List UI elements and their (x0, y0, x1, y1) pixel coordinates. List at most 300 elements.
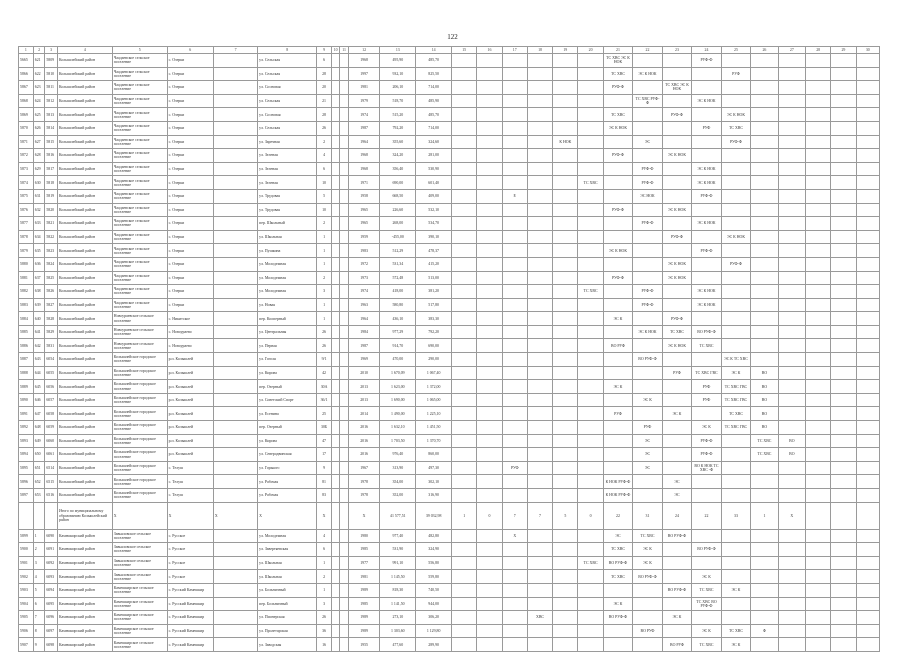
table-cell (331, 624, 339, 638)
table-cell (578, 108, 603, 122)
table-cell: 10 (317, 176, 332, 190)
table-cell (213, 339, 257, 353)
table-cell (213, 54, 257, 68)
table-cell: ВО РУФ-Ф (633, 353, 663, 367)
table-cell (603, 176, 633, 190)
table-cell (831, 203, 856, 217)
table-cell: 792,20 (380, 121, 416, 135)
table-cell (751, 298, 778, 312)
table-cell: Колышлейский район (57, 176, 112, 190)
table-cell (213, 94, 257, 108)
table-cell (856, 285, 879, 299)
table-cell: ВО РУФ (633, 624, 663, 638)
table-cell: ЭС К (692, 624, 722, 638)
table-cell (751, 230, 778, 244)
table-cell (502, 448, 527, 462)
table-cell (452, 54, 477, 68)
table-cell (662, 448, 692, 462)
table-cell (340, 448, 348, 462)
table-cell: 1964 (348, 135, 380, 149)
table-cell: Е (502, 189, 527, 203)
table-cell (856, 325, 879, 339)
table-cell: 625 (33, 108, 45, 122)
table-cell: 26 (317, 339, 332, 353)
table-cell (502, 230, 527, 244)
table-cell (692, 135, 722, 149)
table-cell: Новоураевское сельское поселение (112, 325, 167, 339)
table-cell (331, 353, 339, 367)
table-cell: с. Озерки (167, 176, 213, 190)
table-cell (856, 353, 879, 367)
table-cell (340, 597, 348, 611)
table-cell (213, 556, 257, 570)
table-cell: 626 (33, 121, 45, 135)
table-cell: РУФ (633, 421, 663, 435)
column-number: 10 (331, 47, 339, 54)
table-cell: Камешкирский район (57, 624, 112, 638)
table-cell (856, 189, 879, 203)
table-cell: р.п. Колышлей (167, 448, 213, 462)
table-cell: 1978 (348, 489, 380, 503)
table-cell: 640 (33, 312, 45, 326)
table-cell: ЭС (633, 135, 663, 149)
table-cell (502, 543, 527, 557)
table-cell: ХВС (527, 611, 552, 625)
table-cell (831, 624, 856, 638)
table-row (19, 529, 880, 543)
table-row (19, 461, 880, 475)
column-number: 19 (553, 47, 578, 54)
table-cell: 6096 (45, 611, 58, 625)
table-cell (856, 257, 879, 271)
table-cell: РУФ-Ф (692, 189, 722, 203)
table-cell (831, 475, 856, 489)
table-cell (477, 529, 502, 543)
table-cell: 5905 (19, 611, 34, 625)
table-cell: ул. Кирова (258, 434, 317, 448)
table-cell: 5825 (45, 271, 58, 285)
table-cell: Колышлейский район (57, 81, 112, 95)
table-cell: 30А (317, 380, 332, 394)
table-cell (578, 54, 603, 68)
table-cell (502, 135, 527, 149)
table-cell (662, 162, 692, 176)
table-cell: 5896 (19, 475, 34, 489)
table-cell: 26 (317, 121, 332, 135)
table-cell (527, 461, 552, 475)
table-cell: Колышлейский район (57, 434, 112, 448)
table-cell: с. Русский Камешкир (167, 624, 213, 638)
table-cell: Новоураевское сельское поселение (112, 339, 167, 353)
table-row (19, 121, 880, 135)
table-cell (502, 556, 527, 570)
table-cell (856, 203, 879, 217)
table-cell: ул. Горького (258, 461, 317, 475)
table-cell: 36/1 (317, 393, 332, 407)
table-cell: 572,48 (380, 271, 416, 285)
table-cell (340, 149, 348, 163)
table-cell (502, 407, 527, 421)
table-cell (778, 298, 805, 312)
table-cell: Колышлейское городское поселение (112, 461, 167, 475)
table-cell (831, 597, 856, 611)
table-row (19, 81, 880, 95)
table-cell (806, 230, 831, 244)
table-cell (856, 421, 879, 435)
table-cell (692, 203, 722, 217)
table-cell (578, 366, 603, 380)
table-cell: р.п. Колышлей (167, 380, 213, 394)
table-cell (527, 624, 552, 638)
table-cell (527, 393, 552, 407)
table-row (19, 244, 880, 258)
table-cell (778, 461, 805, 475)
column-number: 13 (380, 47, 416, 54)
table-cell (452, 203, 477, 217)
table-cell (553, 543, 578, 557)
table-cell: К НОК РУФ-Ф (603, 489, 633, 503)
table-cell: 714,00 (416, 81, 452, 95)
table-cell (452, 597, 477, 611)
table-cell (331, 529, 339, 543)
table-cell: Чаадаевское сельское поселение (112, 244, 167, 258)
table-cell: ВО РУФ-Ф (692, 325, 722, 339)
table-cell (751, 135, 778, 149)
table-cell (527, 353, 552, 367)
table-cell: 6515 (45, 475, 58, 489)
table-cell: с. Телуш (167, 461, 213, 475)
table-cell (331, 556, 339, 570)
table-cell (553, 448, 578, 462)
table-row (19, 230, 880, 244)
table-cell: с. Русское (167, 556, 213, 570)
table-cell (213, 407, 257, 421)
table-cell (692, 556, 722, 570)
table-cell: 20 (317, 81, 332, 95)
table-cell (553, 285, 578, 299)
table-cell: Х (112, 502, 167, 529)
table-cell (527, 475, 552, 489)
table-cell: Колышлейский район (57, 244, 112, 258)
table-cell: 1 690,00 (380, 393, 416, 407)
table-cell (340, 380, 348, 394)
table-cell: 860,00 (416, 448, 452, 462)
table-cell: Колышлейское городское поселение (112, 407, 167, 421)
table-cell: Колышлейский район (57, 489, 112, 503)
table-cell: 556,80 (416, 556, 452, 570)
table-cell: 627 (33, 135, 45, 149)
table-cell (340, 257, 348, 271)
table-cell (778, 339, 805, 353)
table-cell (751, 570, 778, 584)
table-cell (692, 312, 722, 326)
table-cell: 6056 (45, 380, 58, 394)
table-cell: ТС ХВС (603, 543, 633, 557)
table-cell: Х (213, 502, 257, 529)
table-cell (452, 421, 477, 435)
table-cell (340, 366, 348, 380)
table-cell (603, 434, 633, 448)
table-cell: Колышлейский район (57, 54, 112, 68)
table-cell (856, 230, 879, 244)
table-cell (778, 81, 805, 95)
table-cell: 5866 (19, 67, 34, 81)
table-cell: 2 (317, 271, 332, 285)
table-cell (502, 285, 527, 299)
table-cell: 1967 (348, 461, 380, 475)
column-number-row (19, 47, 880, 54)
table-cell: Колышлейский район (57, 67, 112, 81)
table-cell: 6094 (45, 583, 58, 597)
table-cell (502, 298, 527, 312)
table-cell: ЭС К НОК (721, 230, 751, 244)
table-row (19, 434, 880, 448)
table-cell (633, 312, 663, 326)
table-cell (856, 461, 879, 475)
table-cell: Камешкирский район (57, 611, 112, 625)
table-cell: 5873 (19, 162, 34, 176)
table-cell: с. Озерки (167, 81, 213, 95)
table-cell: 1 067,40 (416, 366, 452, 380)
table-cell: 470,00 (380, 353, 416, 367)
table-cell: ТС ХВС ЭС К НОК (662, 81, 692, 95)
table-cell (806, 570, 831, 584)
table-cell (213, 489, 257, 503)
table-cell: РУФ-Ф (662, 108, 692, 122)
table-cell (502, 597, 527, 611)
table-cell: Колышлейское городское поселение (112, 421, 167, 435)
table-cell (477, 489, 502, 503)
table-row (19, 54, 880, 68)
table-cell (633, 475, 663, 489)
table-cell (477, 393, 502, 407)
table-cell: 818,30 (380, 583, 416, 597)
table-cell (806, 475, 831, 489)
table-cell: 7 (33, 611, 45, 625)
table-cell: ТС ХВС (662, 325, 692, 339)
table-cell (213, 135, 257, 149)
table-cell: Колышлейский район (57, 448, 112, 462)
table-cell: 1981 (348, 570, 380, 584)
table-cell (213, 230, 257, 244)
table-cell (331, 230, 339, 244)
table-cell (778, 149, 805, 163)
table-cell: 10 (317, 203, 332, 217)
table-cell: 3 (317, 597, 332, 611)
table-cell (806, 162, 831, 176)
table-cell (553, 624, 578, 638)
table-cell (721, 176, 751, 190)
table-cell: ул. Заводская (258, 638, 317, 652)
table-row (19, 285, 880, 299)
table-cell (662, 380, 692, 394)
table-cell (527, 81, 552, 95)
table-cell: Колышлейский район (57, 285, 112, 299)
table-cell (662, 434, 692, 448)
table-cell (527, 556, 552, 570)
table-cell (527, 489, 552, 503)
table-cell (751, 556, 778, 570)
table-row (19, 380, 880, 394)
table-cell (502, 421, 527, 435)
table-cell (502, 325, 527, 339)
table-cell (778, 203, 805, 217)
table-cell (331, 176, 339, 190)
table-cell: ВО РУФ-Ф (662, 583, 692, 597)
table-cell: р.п. Колышлей (167, 407, 213, 421)
table-cell (831, 217, 856, 231)
table-cell (721, 434, 751, 448)
table-cell: 1 303,60 (380, 624, 416, 638)
table-cell (19, 502, 34, 529)
table-cell (331, 339, 339, 353)
table-cell: 5868 (19, 94, 34, 108)
table-cell (213, 570, 257, 584)
table-cell (856, 393, 879, 407)
table-cell (527, 94, 552, 108)
table-cell: 6090 (45, 529, 58, 543)
table-cell (553, 611, 578, 625)
table-cell (806, 393, 831, 407)
table-cell (578, 448, 603, 462)
table-cell (831, 176, 856, 190)
table-cell (331, 380, 339, 394)
table-cell (331, 285, 339, 299)
table-cell: 628 (33, 149, 45, 163)
table-cell: 6098 (45, 638, 58, 652)
table-cell: 1 141,50 (380, 597, 416, 611)
table-cell (778, 312, 805, 326)
table-cell (831, 529, 856, 543)
table-cell (692, 230, 722, 244)
table-cell: ВО РУФ (603, 339, 633, 353)
table-cell: ТС ХВС ГВС (692, 366, 722, 380)
table-cell: 5826 (45, 285, 58, 299)
table-cell (778, 244, 805, 258)
table-cell (856, 176, 879, 190)
table-cell (603, 189, 633, 203)
table-cell (831, 312, 856, 326)
table-cell: Чаадаевское сельское поселение (112, 94, 167, 108)
table-cell: 5815 (45, 135, 58, 149)
table-cell (721, 597, 751, 611)
table-cell (331, 244, 339, 258)
table-cell: ЭС (662, 475, 692, 489)
table-cell (502, 624, 527, 638)
table-cell (553, 67, 578, 81)
table-cell (340, 611, 348, 625)
table-cell: Колышлейский район (57, 298, 112, 312)
table-cell (452, 149, 477, 163)
table-cell (527, 529, 552, 543)
table-cell (662, 624, 692, 638)
table-cell: 638 (33, 285, 45, 299)
table-cell (662, 54, 692, 68)
table-cell (452, 325, 477, 339)
table-cell (778, 583, 805, 597)
table-cell (778, 108, 805, 122)
table-cell: 21 (317, 94, 332, 108)
table-cell (721, 339, 751, 353)
table-cell (578, 597, 603, 611)
table-cell: 2 (317, 135, 332, 149)
table-cell: ТС ХВС ГВС (721, 421, 751, 435)
table-cell: 1985 (348, 543, 380, 557)
table-cell (213, 298, 257, 312)
table-cell: Чаадаевское сельское поселение (112, 203, 167, 217)
table-cell: ВО (751, 380, 778, 394)
table-cell (633, 257, 663, 271)
table-cell: 1989 (348, 583, 380, 597)
table-cell (662, 393, 692, 407)
table-cell: 485,70 (416, 54, 452, 68)
table-cell (527, 271, 552, 285)
table-cell: Х (778, 502, 805, 529)
table-cell (831, 271, 856, 285)
table-cell (527, 434, 552, 448)
table-cell: 324,20 (380, 149, 416, 163)
table-cell (331, 257, 339, 271)
table-cell (502, 353, 527, 367)
table-cell (553, 244, 578, 258)
table-cell: ЭС К НОК (662, 271, 692, 285)
table-cell (331, 135, 339, 149)
table-cell (778, 475, 805, 489)
table-cell: Чаадаевское сельское поселение (112, 217, 167, 231)
table-cell: 1 (317, 583, 332, 597)
table-cell (692, 407, 722, 421)
table-cell: 1978 (348, 475, 380, 489)
table-cell (778, 67, 805, 81)
table-cell: 991,10 (380, 556, 416, 570)
table-cell: 39 032,98 (416, 502, 452, 529)
table-cell: 5893 (19, 434, 34, 448)
table-cell (721, 54, 751, 68)
table-cell: 383,30 (416, 312, 452, 326)
table-cell: ЭС К (603, 380, 633, 394)
table-cell: 1 129,80 (416, 624, 452, 638)
table-cell: 631 (33, 189, 45, 203)
table-cell (213, 543, 257, 557)
table-cell (452, 611, 477, 625)
column-number: 12 (348, 47, 380, 54)
table-cell (578, 312, 603, 326)
table-cell (751, 189, 778, 203)
table-cell: 690,00 (380, 176, 416, 190)
table-cell: р.п. Колышлей (167, 421, 213, 435)
table-cell (578, 489, 603, 503)
table-cell: с. Русское (167, 543, 213, 557)
table-cell: РУФ-Ф (633, 217, 663, 231)
table-cell (553, 597, 578, 611)
table-row (19, 448, 880, 462)
table-cell (213, 257, 257, 271)
table-cell (662, 176, 692, 190)
column-number: 27 (778, 47, 805, 54)
table-cell: 5814 (45, 121, 58, 135)
table-cell (603, 257, 633, 271)
table-row (19, 583, 880, 597)
table-cell: 1971 (348, 176, 380, 190)
table-cell: 513,00 (416, 271, 452, 285)
table-cell (603, 285, 633, 299)
table-cell: 6058 (45, 407, 58, 421)
table-cell (213, 583, 257, 597)
table-cell: 630 (33, 176, 45, 190)
table-cell: ТС ХВС (721, 407, 751, 421)
table-cell: с. Озерки (167, 285, 213, 299)
table-cell (553, 298, 578, 312)
